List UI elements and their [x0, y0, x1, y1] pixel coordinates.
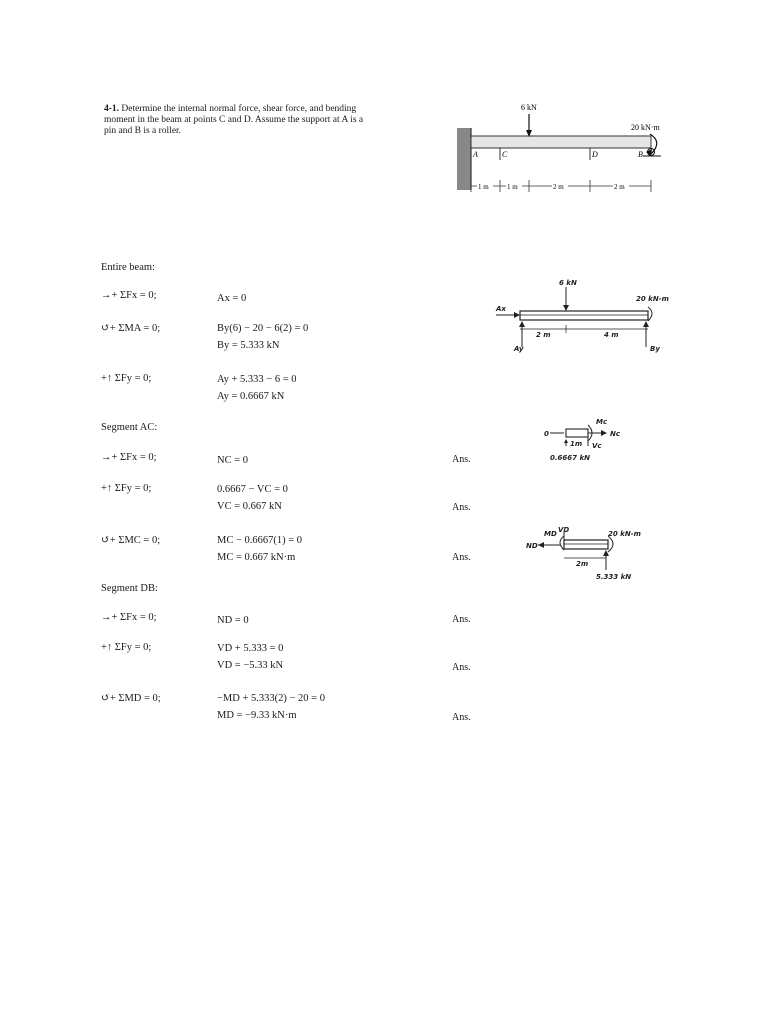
point-c-label: C [502, 150, 508, 159]
sketch-md-label: MD [544, 530, 557, 538]
answer-label: Ans. [452, 502, 471, 513]
sketch-by-label: By [650, 345, 660, 353]
load-label: 6 kN [521, 103, 537, 112]
wall-support [457, 128, 471, 190]
moment-label: 20 kN·m [631, 123, 660, 132]
sketch-load-label: 6 kN [559, 279, 577, 287]
section-segment-ac: Segment AC: [101, 422, 158, 433]
dim-label-1: 1 m [478, 183, 489, 191]
dim-label-4: 2 m [614, 183, 625, 191]
equation [217, 612, 249, 629]
equation [217, 481, 288, 515]
equation [217, 532, 302, 566]
equation [217, 320, 308, 354]
sketch-dim-4m: 4 m [604, 331, 619, 339]
problem-statement [104, 104, 374, 137]
dim-label-2: 1 m [507, 183, 518, 191]
eq-label: →+ ΣFx = 0; [101, 290, 157, 301]
point-d-label: D [592, 150, 598, 159]
point-b-label: B [638, 150, 643, 159]
equation-line: MC = 0.667 kN·m [217, 552, 296, 563]
equation-line: 0.6667 − VC = 0 [217, 484, 288, 495]
beam-figure [455, 100, 680, 200]
sketch-db-moment: 20 kN-m [608, 530, 641, 538]
equation-line: By = 5.333 kN [217, 340, 280, 351]
sketch-vd-label: VD [558, 526, 570, 534]
sketch-db-force: 5.333 kN [596, 573, 632, 581]
equation-line: ND = 0 [217, 615, 249, 626]
answer-label: Ans. [452, 662, 471, 673]
problem-number: 4-1. [104, 104, 120, 114]
eq-label: +↑ ΣFy = 0; [101, 642, 152, 653]
sketch-moment-label: 20 kN-m [636, 295, 669, 303]
problem-text: Determine the internal normal force, shear force, and bending moment in the beam at points C and D. Assume the support at A is a pin and B is a roller. [104, 104, 364, 136]
sketch-entire-beam-fbd [490, 275, 680, 365]
eq-label: ↺+ ΣMA = 0; [101, 323, 161, 334]
sketch-db-length: 2m [576, 560, 589, 568]
eq-label: ↺+ ΣMC = 0; [101, 535, 161, 546]
equation-line: MD = −9.33 kN·m [217, 710, 297, 721]
equation-line: Ay = 0.6667 kN [217, 391, 285, 402]
sketch-ax-label: Ax [496, 305, 506, 313]
sketch-ac-length: 1m [570, 440, 583, 448]
sketch-beam [520, 311, 648, 320]
sketch-ac-origin: 0 [544, 430, 549, 438]
equation [217, 452, 248, 469]
equation-line: By(6) − 20 − 6(2) = 0 [217, 323, 309, 334]
equation-line: VD + 5.333 = 0 [217, 643, 284, 654]
equation-line: Ax = 0 [217, 293, 247, 304]
equation [217, 690, 325, 724]
beam [471, 136, 651, 148]
sketch-mc-label: Mc [596, 418, 608, 426]
equation-line: NC = 0 [217, 455, 249, 466]
sketch-nd-label: ND [526, 542, 538, 550]
sketch-ac-force: 0.6667 kN [550, 454, 590, 462]
equation-line: MC − 0.6667(1) = 0 [217, 535, 303, 546]
eq-label: ↺+ ΣMD = 0; [101, 693, 161, 704]
sketch-vc-label: Vc [592, 442, 602, 450]
sketch-segment-ac [538, 412, 638, 472]
point-a-label: A [473, 150, 478, 159]
section-segment-db: Segment DB: [101, 583, 158, 594]
equation [217, 290, 246, 307]
sketch-nc-label: Nc [610, 430, 621, 438]
section-entire-beam: Entire beam: [101, 262, 155, 273]
equation [217, 640, 283, 674]
answer-label: Ans. [452, 712, 471, 723]
equation-line: VD = −5.33 kN [217, 660, 284, 671]
equation-line: Ay + 5.333 − 6 = 0 [217, 374, 297, 385]
eq-label: →+ ΣFx = 0; [101, 452, 157, 463]
dim-label-3: 2 m [553, 183, 564, 191]
answer-label: Ans. [452, 454, 471, 465]
equation-line: −MD + 5.333(2) − 20 = 0 [217, 693, 325, 704]
sketch-segment-db [526, 522, 656, 584]
answer-label: Ans. [452, 614, 471, 625]
answer-label: Ans. [452, 552, 471, 563]
sketch-ay-label: Ay [514, 345, 524, 353]
eq-label: +↑ ΣFy = 0; [101, 373, 152, 384]
sketch-dim-2m: 2 m [536, 331, 551, 339]
eq-label: +↑ ΣFy = 0; [101, 483, 152, 494]
equation-line: VC = 0.667 kN [217, 501, 282, 512]
equation [217, 371, 297, 405]
eq-label: →+ ΣFx = 0; [101, 612, 157, 623]
